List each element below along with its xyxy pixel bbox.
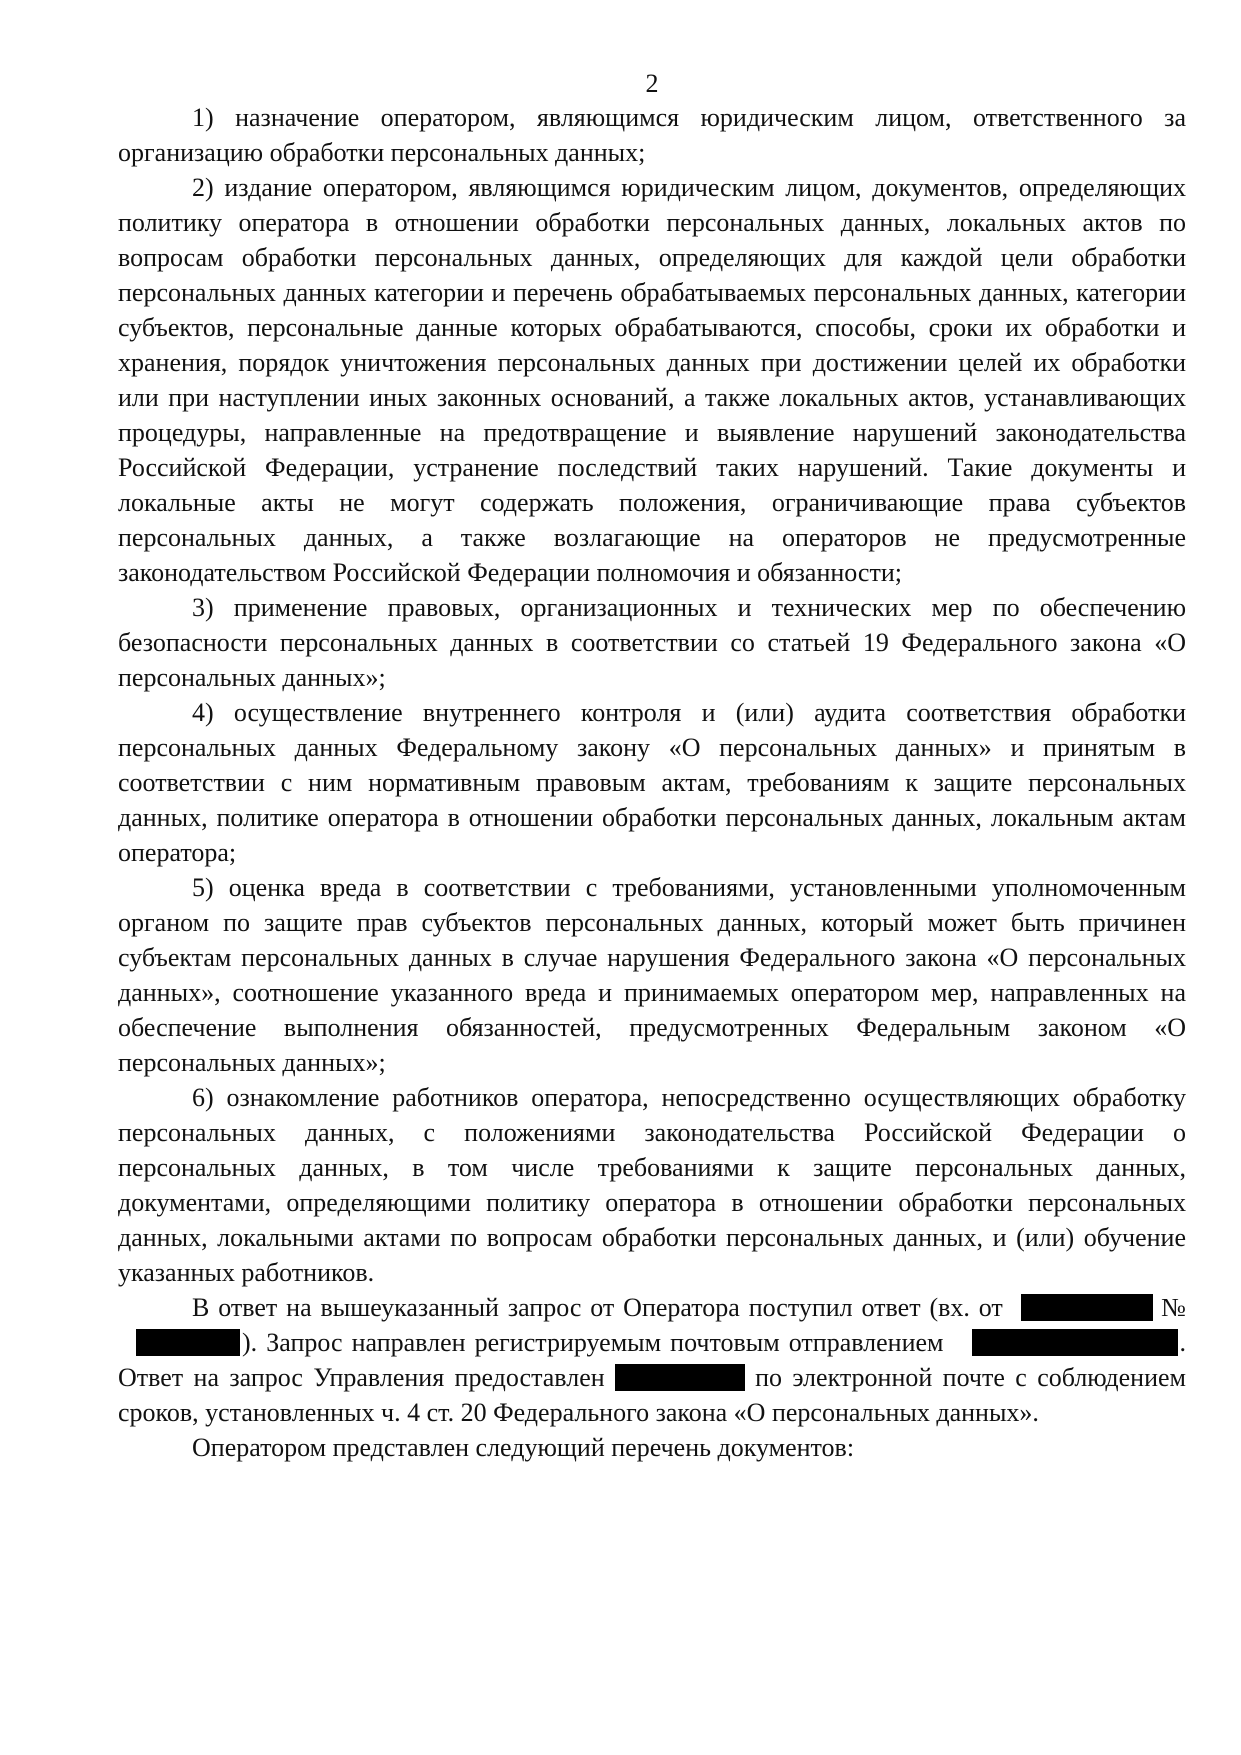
list-item-4: 4) осуществление внутреннего контроля и (или) аудита соответствия обработки персональных данных Федеральному закону «О персональных данных» и принятым в соответствии с ним нормативным правовым актам, требованиям к защите персональных данных, политике оператора в отношении обработки персональных данных, локальным актам оператора; <box>118 698 1186 867</box>
redacted-date-block <box>1021 1294 1153 1321</box>
response-text-3: ). Запрос направлен регистрируемым почтовым отправлением <box>242 1328 944 1357</box>
page-number: 2 <box>645 69 659 98</box>
redacted-number-block <box>136 1329 240 1356</box>
response-text-4: . Ответ на запрос Управления предоставлен <box>118 1328 1186 1392</box>
closing-line: Оператором представлен следующий перечень документов: <box>192 1433 855 1462</box>
list-item-3: 3) применение правовых, организационных и технических мер по обеспечению безопасности персональных данных в соответствии со статьей 19 Федерального закона «О персональных данных»; <box>118 593 1186 692</box>
list-item-6: 6) ознакомление работников оператора, непосредственно осуществляющих обработку персональных данных, с положениями законодательства Российской Федерации о персональных данных, в том числе требованиями к защите персональных данных, документами, определяющими политику оператора в отношении обработки персональных данных, локальными актами по вопросам обработки персональных данных, и (или) обучение указанных работников. <box>118 1083 1186 1287</box>
response-text-2: № <box>1158 1293 1186 1322</box>
redacted-date-block-2 <box>615 1364 745 1391</box>
document-page <box>118 66 1186 1465</box>
list-item-1: 1) назначение оператором, являющимся юридическим лицом, ответственного за организацию обработки персональных данных; <box>118 103 1186 167</box>
response-paragraph <box>118 1290 1186 1430</box>
response-text-5: по электронной почте с соблюдением сроков, установленных ч. 4 ст. 20 Федерального закона «О персональных данных». <box>118 1363 1186 1427</box>
response-text-1: В ответ на вышеуказанный запрос от Оператора поступил ответ (вх. от <box>192 1293 1003 1322</box>
redacted-tracking-block <box>972 1329 1178 1356</box>
list-item-5: 5) оценка вреда в соответствии с требованиями, установленными уполномоченным органом по защите прав субъектов персональных данных, который может быть причинен субъектам персональных данных в случае нарушения Федерального закона «О персональных данных», соотношение указанного вреда и принимаемых оператором мер, направленных на обеспечение выполнения обязанностей, предусмотренных Федеральным законом «О персональных данных»; <box>118 873 1186 1077</box>
list-item-2: 2) издание оператором, являющимся юридическим лицом, документов, определяющих политику оператора в отношении обработки персональных данных, локальных актов по вопросам обработки персональных данных, определяющих для каждой цели обработки персональных данных категории и перечень обрабатываемых персональных данных, категории субъектов, персональные данные которых обрабатываются, способы, сроки их обработки и хранения, порядок уничтожения персональных данных при достижении целей их обработки или при наступлении иных законных оснований, а также локальных актов, устанавливающих процедуры, направленные на предотвращение и выявление нарушений законодательства Российской Федерации, устранение последствий таких нарушений. Такие документы и локальные акты не могут содержать положения, ограничивающие права субъектов персональных данных, а также возлагающие на операторов не предусмотренные законодательством Российской Федерации полномочия и обязанности; <box>118 173 1186 587</box>
